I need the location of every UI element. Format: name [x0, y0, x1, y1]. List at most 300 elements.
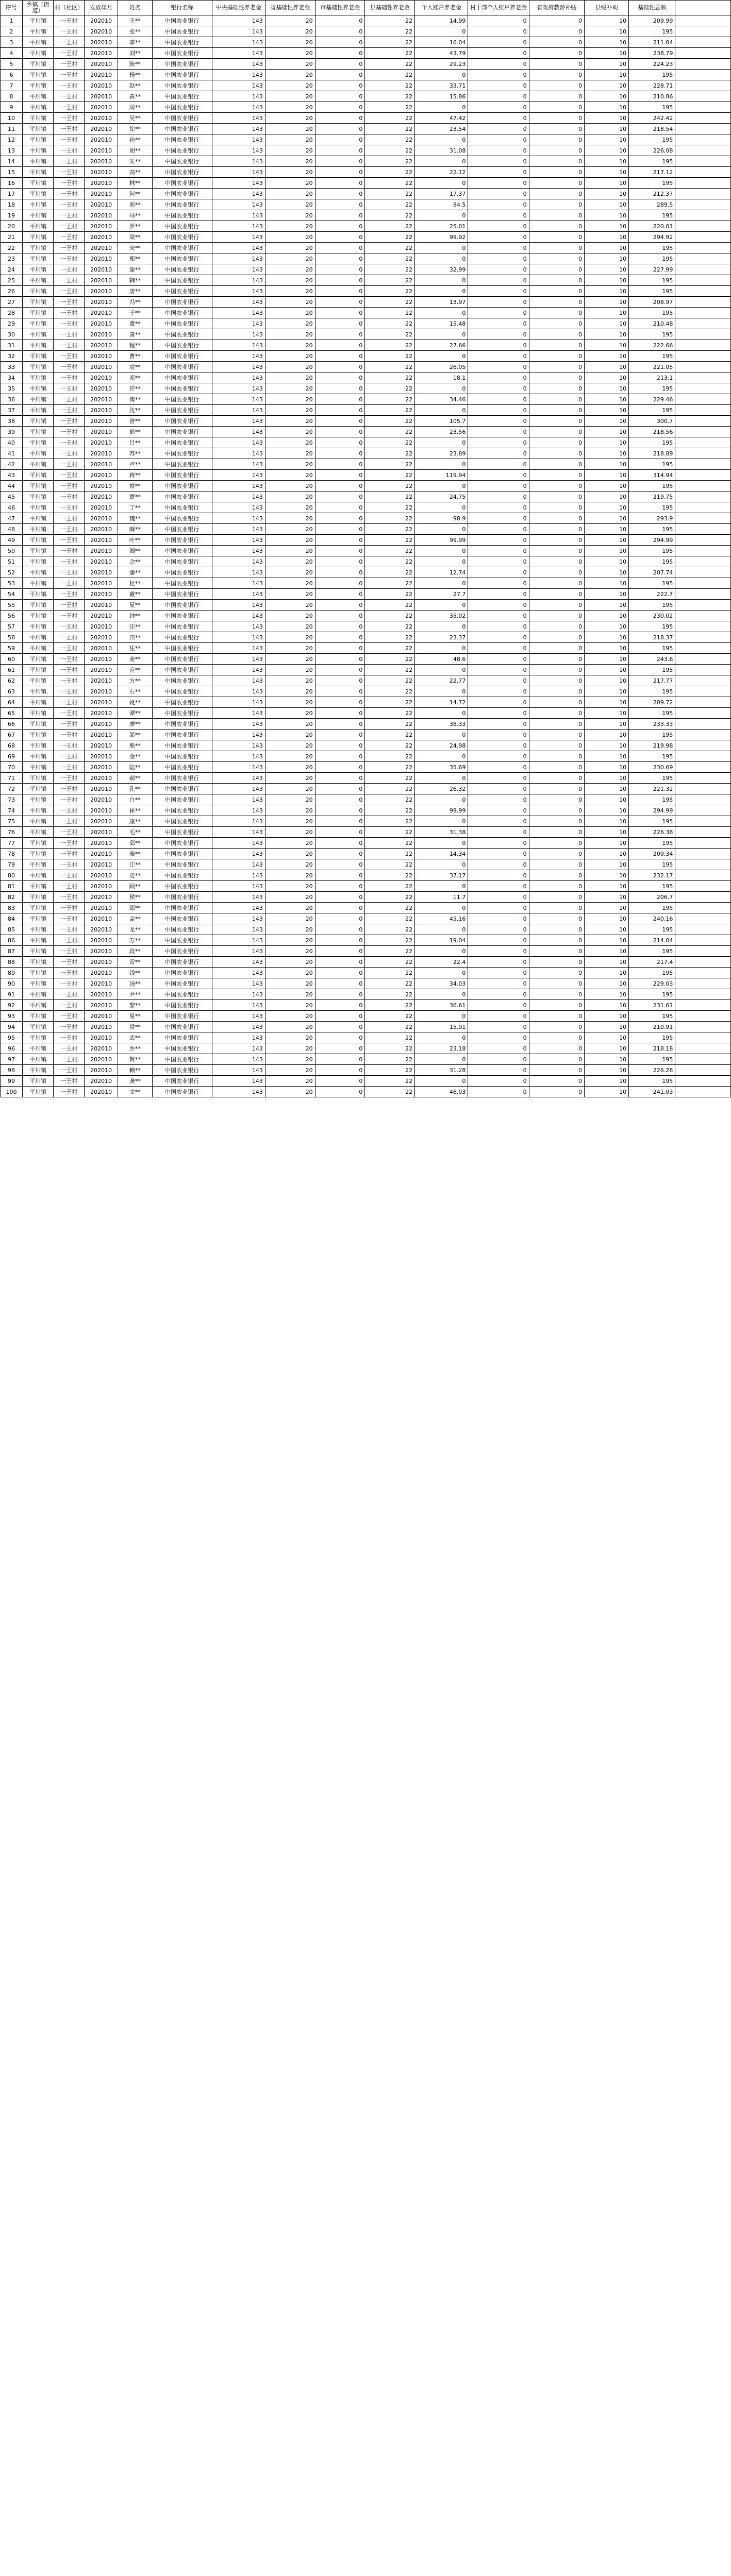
table-cell: 0 — [315, 686, 365, 697]
table-cell: 22 — [365, 59, 415, 70]
table-cell: 0 — [529, 578, 585, 589]
table-cell: 0 — [529, 740, 585, 751]
table-row — [1, 59, 731, 70]
table-cell: 一王村 — [54, 589, 85, 600]
table-cell: 22 — [365, 913, 415, 924]
table-cell: 22 — [365, 243, 415, 253]
table-cell: 0 — [415, 210, 468, 221]
table-cell: 0 — [315, 978, 365, 989]
table-cell: 0 — [415, 968, 468, 978]
table-cell: 一王村 — [54, 513, 85, 524]
table-cell: 195 — [629, 1054, 675, 1065]
table-cell: 143 — [212, 394, 265, 405]
table-cell: 217.12 — [629, 167, 675, 178]
table-cell: 0 — [468, 859, 529, 870]
table-cell: 143 — [212, 340, 265, 351]
table-cell: 22 — [365, 935, 415, 946]
table-cell: 195 — [629, 1011, 675, 1022]
table-cell: 中国农业银行 — [152, 113, 212, 124]
table-cell: 143 — [212, 1011, 265, 1022]
table-cell-blank — [675, 654, 731, 665]
table-cell: 143 — [212, 362, 265, 372]
table-cell: 22 — [365, 589, 415, 600]
table-cell: 143 — [212, 1022, 265, 1032]
table-cell-blank — [675, 232, 731, 243]
table-cell-blank — [675, 70, 731, 80]
table-cell: 202010 — [85, 935, 118, 946]
table-cell: 10 — [585, 621, 629, 632]
table-cell: 143 — [212, 232, 265, 243]
table-cell: 10 — [585, 697, 629, 708]
table-cell: 226.28 — [629, 1065, 675, 1076]
table-cell: 195 — [629, 351, 675, 362]
table-cell: 16 — [1, 178, 23, 189]
table-cell: 22 — [365, 1032, 415, 1043]
table-cell: 平川镇 — [23, 427, 54, 437]
table-cell: 15.48 — [415, 318, 468, 329]
table-cell: 62 — [1, 675, 23, 686]
table-cell: 20 — [265, 351, 315, 362]
table-cell: 董** — [118, 318, 152, 329]
table-cell: 45 — [1, 492, 23, 502]
table-cell-blank — [675, 156, 731, 167]
table-cell: 22 — [365, 70, 415, 80]
table-cell: 0 — [315, 264, 365, 275]
table-cell: 平川镇 — [23, 470, 54, 481]
table-cell: 邵** — [118, 903, 152, 913]
table-cell: 中国农业银行 — [152, 80, 212, 91]
table-cell: 0 — [315, 892, 365, 903]
table-cell: 文** — [118, 1087, 152, 1097]
table-cell: 211.04 — [629, 37, 675, 48]
table-cell-blank — [675, 924, 731, 935]
table-cell: 平川镇 — [23, 102, 54, 113]
table-cell: 22 — [365, 730, 415, 740]
table-cell: 71 — [1, 773, 23, 784]
table-cell: 中国农业银行 — [152, 708, 212, 719]
table-cell-blank — [675, 308, 731, 318]
table-cell: 202010 — [85, 199, 118, 210]
table-cell: 0 — [468, 372, 529, 383]
table-cell: 一王村 — [54, 15, 85, 26]
table-cell: 中国农业银行 — [152, 26, 212, 37]
table-cell: 0 — [529, 340, 585, 351]
table-cell: 中国农业银行 — [152, 1032, 212, 1043]
table-cell: 22 — [365, 1043, 415, 1054]
table-cell: 22 — [365, 816, 415, 827]
table-cell: 202010 — [85, 297, 118, 308]
table-cell: 平川镇 — [23, 1054, 54, 1065]
table-cell: 20 — [265, 459, 315, 470]
table-cell: 10 — [585, 221, 629, 232]
table-cell: 20 — [265, 556, 315, 567]
table-cell: 46 — [1, 502, 23, 513]
header-cell: 县级补助 — [585, 1, 629, 15]
table-cell: 平川镇 — [23, 145, 54, 156]
table-cell: 0 — [315, 957, 365, 968]
table-cell: 一王村 — [54, 849, 85, 859]
table-cell: 20 — [265, 1054, 315, 1065]
table-cell: 22 — [365, 697, 415, 708]
table-cell: 22 — [365, 351, 415, 362]
table-cell: 中国农业银行 — [152, 156, 212, 167]
table-cell: 0 — [315, 989, 365, 1000]
table-cell: 10 — [585, 675, 629, 686]
table-cell: 87 — [1, 946, 23, 957]
table-cell: 0 — [468, 957, 529, 968]
table-cell: 崔** — [118, 805, 152, 816]
table-cell: 0 — [468, 405, 529, 416]
table-cell: 202010 — [85, 26, 118, 37]
table-cell: 143 — [212, 318, 265, 329]
table-cell: 0 — [529, 1087, 585, 1097]
table-cell: 22 — [365, 654, 415, 665]
table-cell: 20 — [265, 48, 315, 59]
table-cell: 0 — [468, 708, 529, 719]
table-cell: 20 — [265, 989, 315, 1000]
table-row — [1, 513, 731, 524]
table-cell: 22 — [365, 80, 415, 91]
table-cell: 195 — [629, 924, 675, 935]
table-cell-blank — [675, 178, 731, 189]
table-cell: 中国农业银行 — [152, 91, 212, 102]
table-cell: 0 — [468, 297, 529, 308]
table-cell: 22 — [365, 600, 415, 611]
table-cell: 10 — [1, 113, 23, 124]
header-row — [1, 1, 731, 15]
table-cell: 195 — [629, 1032, 675, 1043]
table-cell: 0 — [529, 1054, 585, 1065]
table-cell: 中国农业银行 — [152, 989, 212, 1000]
table-cell: 195 — [629, 156, 675, 167]
table-cell: 0 — [315, 881, 365, 892]
table-cell: 202010 — [85, 719, 118, 730]
table-cell: 一王村 — [54, 957, 85, 968]
table-row — [1, 437, 731, 448]
table-cell: 0 — [529, 416, 585, 427]
table-cell: 20 — [265, 297, 315, 308]
table-cell: 0 — [468, 134, 529, 145]
table-cell: 26.05 — [415, 362, 468, 372]
table-cell: 0 — [468, 513, 529, 524]
table-cell: 202010 — [85, 805, 118, 816]
table-cell: 100 — [1, 1087, 23, 1097]
table-cell: 22 — [365, 264, 415, 275]
table-cell: 0 — [415, 751, 468, 762]
table-cell: 10 — [585, 1054, 629, 1065]
table-cell: 217.77 — [629, 675, 675, 686]
table-cell-blank — [675, 1022, 731, 1032]
table-cell: 218.18 — [629, 1043, 675, 1054]
table-cell: 195 — [629, 794, 675, 805]
table-cell: 0 — [529, 318, 585, 329]
table-cell: 谭** — [118, 708, 152, 719]
table-cell: 0 — [415, 881, 468, 892]
table-cell: 20 — [265, 243, 315, 253]
table-row — [1, 210, 731, 221]
table-cell: 0 — [529, 37, 585, 48]
table-cell: 平川镇 — [23, 1043, 54, 1054]
table-cell: 0 — [529, 957, 585, 968]
table-cell: 中国农业银行 — [152, 784, 212, 794]
table-cell: 中国农业银行 — [152, 513, 212, 524]
table-cell: 20 — [265, 589, 315, 600]
table-cell: 0 — [529, 881, 585, 892]
table-cell: 20 — [265, 167, 315, 178]
table-cell: 143 — [212, 48, 265, 59]
table-cell: 202010 — [85, 437, 118, 448]
table-cell: 195 — [629, 730, 675, 740]
table-cell: 一王村 — [54, 297, 85, 308]
table-cell: 0 — [529, 1032, 585, 1043]
table-cell: 143 — [212, 686, 265, 697]
table-cell-blank — [675, 1000, 731, 1011]
table-cell: 0 — [529, 70, 585, 80]
table-cell: 0 — [529, 697, 585, 708]
table-cell: 42 — [1, 459, 23, 470]
table-cell: 143 — [212, 632, 265, 643]
table-cell: 20 — [265, 946, 315, 957]
table-cell: 202010 — [85, 1000, 118, 1011]
table-row — [1, 524, 731, 535]
table-cell: 202010 — [85, 730, 118, 740]
table-cell: 294.92 — [629, 232, 675, 243]
table-cell: 0 — [529, 892, 585, 903]
table-cell: 平川镇 — [23, 827, 54, 838]
table-cell: 平川镇 — [23, 751, 54, 762]
table-cell: 0 — [315, 968, 365, 978]
table-cell: 一王村 — [54, 59, 85, 70]
table-cell: 10 — [585, 524, 629, 535]
table-cell: 22 — [365, 784, 415, 794]
table-cell: 22 — [365, 199, 415, 210]
header-cell: 银行名称 — [152, 1, 212, 15]
table-cell: 中国农业银行 — [152, 968, 212, 978]
table-cell-blank — [675, 481, 731, 492]
table-cell: 一王村 — [54, 968, 85, 978]
table-cell: 10 — [585, 567, 629, 578]
table-cell: 0 — [468, 697, 529, 708]
table-cell: 22 — [365, 870, 415, 881]
table-row — [1, 492, 731, 502]
table-cell-blank — [675, 838, 731, 849]
table-cell: 0 — [468, 329, 529, 340]
table-cell: 0 — [529, 297, 585, 308]
table-cell: 218.56 — [629, 427, 675, 437]
table-cell: 1 — [1, 15, 23, 26]
table-cell: 10 — [585, 589, 629, 600]
table-cell: 一王村 — [54, 481, 85, 492]
table-cell: 27.66 — [415, 340, 468, 351]
table-cell-blank — [675, 816, 731, 827]
table-cell: 20 — [265, 59, 315, 70]
table-cell: 64 — [1, 697, 23, 708]
table-cell: 0 — [529, 275, 585, 286]
table-cell: 0 — [468, 773, 529, 784]
table-cell: 10 — [585, 91, 629, 102]
table-cell: 20 — [265, 340, 315, 351]
table-cell: 中国农业银行 — [152, 881, 212, 892]
table-cell: 202010 — [85, 264, 118, 275]
table-cell: 20 — [265, 1022, 315, 1032]
table-cell: 195 — [629, 481, 675, 492]
table-cell: 34 — [1, 372, 23, 383]
table-cell: 22 — [365, 448, 415, 459]
table-cell: 143 — [212, 1032, 265, 1043]
table-cell: 67 — [1, 730, 23, 740]
table-cell-blank — [675, 686, 731, 697]
table-cell: 25 — [1, 275, 23, 286]
table-cell: 202010 — [85, 340, 118, 351]
table-cell: 0 — [315, 59, 365, 70]
table-cell: 一王村 — [54, 535, 85, 546]
table-cell-blank — [675, 470, 731, 481]
table-cell: 10 — [585, 762, 629, 773]
table-row — [1, 405, 731, 416]
table-row — [1, 859, 731, 870]
table-cell: 22 — [365, 1076, 415, 1087]
table-cell: 0 — [529, 827, 585, 838]
table-cell: 0 — [315, 611, 365, 621]
table-cell-blank — [675, 556, 731, 567]
table-cell: 10 — [585, 470, 629, 481]
table-cell: 33.71 — [415, 80, 468, 91]
table-cell: 22 — [365, 253, 415, 264]
table-cell: 202010 — [85, 156, 118, 167]
table-cell: 中国农业银行 — [152, 805, 212, 816]
table-row — [1, 1054, 731, 1065]
table-cell: 中国农业银行 — [152, 556, 212, 567]
table-cell: 143 — [212, 859, 265, 870]
table-cell: 58 — [1, 632, 23, 643]
table-cell: 0 — [468, 827, 529, 838]
table-cell: 0 — [468, 730, 529, 740]
table-cell: 一王村 — [54, 643, 85, 654]
table-cell: 143 — [212, 383, 265, 394]
table-cell: 平川镇 — [23, 708, 54, 719]
table-cell: 219.75 — [629, 492, 675, 502]
table-cell-blank — [675, 372, 731, 383]
table-cell-blank — [675, 567, 731, 578]
table-cell: 143 — [212, 849, 265, 859]
table-cell: 10 — [585, 48, 629, 59]
table-cell: 10 — [585, 459, 629, 470]
table-cell: 邹** — [118, 730, 152, 740]
table-cell: 202010 — [85, 665, 118, 675]
table-cell: 22.4 — [415, 957, 468, 968]
table-row — [1, 448, 731, 459]
table-cell: 10 — [585, 1032, 629, 1043]
table-cell-blank — [675, 167, 731, 178]
table-cell: 22 — [365, 145, 415, 156]
table-cell-blank — [675, 805, 731, 816]
table-cell: 0 — [415, 275, 468, 286]
table-cell: 56 — [1, 611, 23, 621]
table-cell: 89 — [1, 968, 23, 978]
table-cell: 23.37 — [415, 632, 468, 643]
table-cell: 0 — [315, 751, 365, 762]
table-cell: 0 — [315, 405, 365, 416]
table-cell: 一王村 — [54, 524, 85, 535]
table-cell: 195 — [629, 308, 675, 318]
table-cell: 中国农业银行 — [152, 124, 212, 134]
table-cell: 平川镇 — [23, 48, 54, 59]
table-cell: 6 — [1, 70, 23, 80]
table-cell: 中国农业银行 — [152, 232, 212, 243]
table-cell: 侯** — [118, 892, 152, 903]
table-cell: 中国农业银行 — [152, 448, 212, 459]
table-cell: 0 — [315, 492, 365, 502]
table-cell: 19.04 — [415, 935, 468, 946]
table-cell: 0 — [529, 308, 585, 318]
table-cell: 10 — [585, 773, 629, 784]
table-cell: 20 — [265, 805, 315, 816]
table-cell: 195 — [629, 751, 675, 762]
table-cell: 一王村 — [54, 1054, 85, 1065]
table-cell-blank — [675, 437, 731, 448]
table-cell: 一王村 — [54, 1011, 85, 1022]
table-cell: 202010 — [85, 405, 118, 416]
table-row — [1, 26, 731, 37]
table-cell: 20 — [265, 1011, 315, 1022]
table-cell: 210.91 — [629, 1022, 675, 1032]
table-cell: 0 — [468, 935, 529, 946]
table-cell: 马** — [118, 210, 152, 221]
table-cell: 0 — [529, 199, 585, 210]
table-cell: 0 — [415, 946, 468, 957]
table-cell: 中国农业银行 — [152, 362, 212, 372]
table-cell: 34.46 — [415, 394, 468, 405]
table-cell: 10 — [585, 178, 629, 189]
table-cell: 0 — [315, 286, 365, 297]
table-cell: 一王村 — [54, 989, 85, 1000]
table-cell: 平川镇 — [23, 686, 54, 697]
table-cell: 0 — [315, 730, 365, 740]
table-cell: 20 — [265, 794, 315, 805]
table-cell: 20 — [265, 124, 315, 134]
table-cell: 143 — [212, 546, 265, 556]
table-cell: 202010 — [85, 102, 118, 113]
table-cell: 龚** — [118, 1076, 152, 1087]
table-cell: 209.99 — [629, 15, 675, 26]
table-cell: 202010 — [85, 59, 118, 70]
table-cell: 许** — [118, 383, 152, 394]
table-cell: 中国农业银行 — [152, 134, 212, 145]
table-cell: 20 — [265, 708, 315, 719]
table-cell: 195 — [629, 502, 675, 513]
table-cell: 143 — [212, 708, 265, 719]
table-cell: 143 — [212, 1087, 265, 1097]
table-cell: 0 — [468, 394, 529, 405]
table-cell: 平川镇 — [23, 859, 54, 870]
table-cell: 萧** — [118, 329, 152, 340]
table-cell: 0 — [529, 221, 585, 232]
table-cell-blank — [675, 784, 731, 794]
table-cell: 143 — [212, 405, 265, 416]
table-cell-blank — [675, 102, 731, 113]
table-cell: 0 — [529, 567, 585, 578]
table-cell: 平川镇 — [23, 784, 54, 794]
table-cell: 0 — [529, 924, 585, 935]
table-cell-blank — [675, 264, 731, 275]
table-cell: 14.34 — [415, 849, 468, 859]
table-cell: 中国农业银行 — [152, 751, 212, 762]
table-row — [1, 394, 731, 405]
table-cell: 202010 — [85, 210, 118, 221]
table-cell: 31.08 — [415, 145, 468, 156]
table-cell: 一王村 — [54, 665, 85, 675]
table-cell: 0 — [468, 1011, 529, 1022]
